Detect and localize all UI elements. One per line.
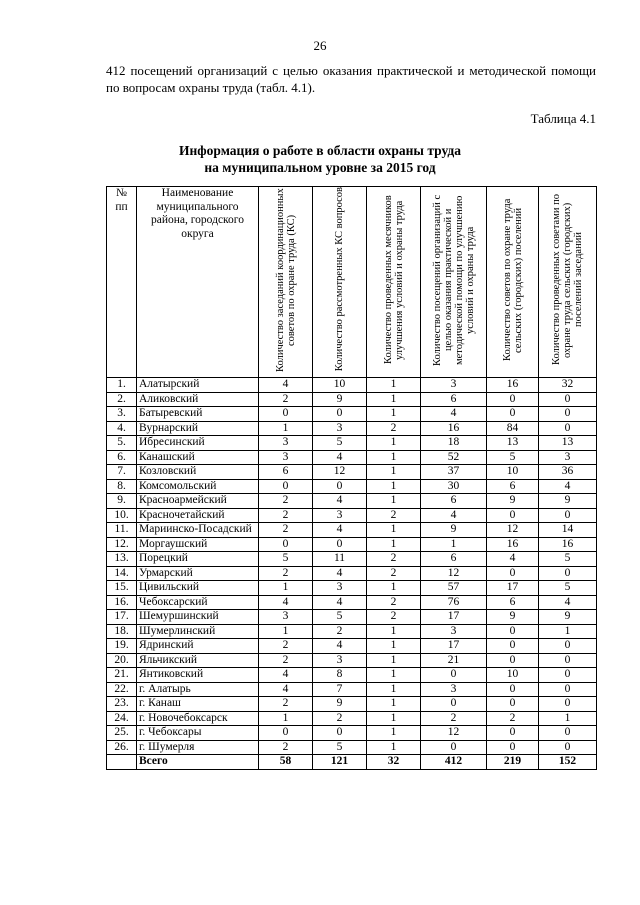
cell-value: 4	[259, 682, 313, 697]
cell-value: 1	[539, 624, 597, 639]
table-header-row	[107, 187, 597, 378]
cell-value: 12	[313, 465, 367, 480]
table-row	[107, 407, 597, 422]
cell-value: 2	[367, 610, 421, 625]
cell-value: 1	[259, 711, 313, 726]
table-row	[107, 726, 597, 741]
district-name: Батыревский	[137, 407, 259, 422]
cell-value: 1	[367, 494, 421, 509]
row-number: 2.	[107, 392, 137, 407]
cell-value: 2	[259, 697, 313, 712]
cell-value: 1	[367, 726, 421, 741]
cell-value: 2	[367, 421, 421, 436]
cell-value: 3	[313, 421, 367, 436]
cell-value: 0	[259, 537, 313, 552]
row-number: 17.	[107, 610, 137, 625]
cell-value: 9	[487, 610, 539, 625]
cell-value: 6	[421, 392, 487, 407]
total-value: 121	[313, 755, 367, 770]
cell-value: 4	[259, 595, 313, 610]
district-name: г. Шумерля	[137, 740, 259, 755]
cell-value: 1	[367, 682, 421, 697]
district-name: г. Алатырь	[137, 682, 259, 697]
district-name: Мариинско-Посадский	[137, 523, 259, 538]
cell-value: 0	[487, 639, 539, 654]
row-number: 13.	[107, 552, 137, 567]
cell-value: 10	[487, 668, 539, 683]
header-col5	[487, 187, 539, 378]
row-number: 3.	[107, 407, 137, 422]
cell-value: 1	[367, 581, 421, 596]
table-row	[107, 639, 597, 654]
district-name: Красноармейский	[137, 494, 259, 509]
cell-value: 13	[539, 436, 597, 451]
cell-value: 14	[539, 523, 597, 538]
row-number: 11.	[107, 523, 137, 538]
district-name: Порецкий	[137, 552, 259, 567]
cell-value: 0	[539, 566, 597, 581]
cell-value: 6	[487, 595, 539, 610]
cell-value: 9	[539, 494, 597, 509]
cell-value: 6	[421, 552, 487, 567]
cell-value: 1	[367, 711, 421, 726]
data-table	[106, 186, 597, 770]
cell-value: 1	[367, 392, 421, 407]
cell-value: 12	[421, 566, 487, 581]
page-number: 26	[313, 38, 327, 53]
row-number: 7.	[107, 465, 137, 480]
row-number: 4.	[107, 421, 137, 436]
cell-value: 4	[313, 450, 367, 465]
cell-value: 76	[421, 595, 487, 610]
row-number: 10.	[107, 508, 137, 523]
district-name: Чебоксарский	[137, 595, 259, 610]
cell-value: 2	[259, 392, 313, 407]
cell-value: 0	[487, 407, 539, 422]
cell-value: 0	[539, 407, 597, 422]
cell-value: 5	[259, 552, 313, 567]
cell-value: 6	[421, 494, 487, 509]
cell-value: 2	[259, 508, 313, 523]
district-name: г. Чебоксары	[137, 726, 259, 741]
cell-value: 32	[539, 378, 597, 393]
cell-value: 5	[487, 450, 539, 465]
district-name: г. Новочебоксарск	[137, 711, 259, 726]
table-row	[107, 494, 597, 509]
cell-value: 12	[421, 726, 487, 741]
table-row	[107, 436, 597, 451]
cell-value: 11	[313, 552, 367, 567]
cell-value: 9	[313, 392, 367, 407]
cell-value: 37	[421, 465, 487, 480]
total-row	[107, 755, 597, 770]
cell-value: 16	[539, 537, 597, 552]
cell-value: 1	[367, 537, 421, 552]
header-col6-text: Количество проведенных советами по охране труда сельских (городских) поселений заседаний	[551, 194, 584, 366]
cell-value: 12	[487, 523, 539, 538]
header-col5-text: Количество советов по охране труда сельских (городских) поселений	[501, 198, 524, 362]
table-row	[107, 523, 597, 538]
cell-value: 9	[539, 610, 597, 625]
district-name: Шемуршинский	[137, 610, 259, 625]
cell-value: 1	[421, 537, 487, 552]
cell-value: 52	[421, 450, 487, 465]
cell-value: 3	[421, 624, 487, 639]
cell-value: 7	[313, 682, 367, 697]
row-number: 8.	[107, 479, 137, 494]
cell-value: 0	[539, 421, 597, 436]
intro-paragraph: 412 посещений организаций с целью оказания практической и методической помощи по вопросам охраны труда (табл. 4.1).	[106, 63, 596, 95]
table-row	[107, 508, 597, 523]
cell-value: 4	[421, 508, 487, 523]
district-name: Янтиковский	[137, 668, 259, 683]
cell-value: 3	[539, 450, 597, 465]
cell-value: 0	[259, 726, 313, 741]
cell-value: 0	[487, 653, 539, 668]
cell-value: 2	[259, 740, 313, 755]
cell-value: 16	[487, 378, 539, 393]
cell-value: 57	[421, 581, 487, 596]
table-row	[107, 697, 597, 712]
cell-value: 1	[367, 624, 421, 639]
row-number: 26.	[107, 740, 137, 755]
cell-value: 4	[421, 407, 487, 422]
cell-value: 4	[313, 566, 367, 581]
total-value: 58	[259, 755, 313, 770]
row-number: 18.	[107, 624, 137, 639]
cell-value: 4	[487, 552, 539, 567]
cell-value: 3	[313, 653, 367, 668]
header-col2	[313, 187, 367, 378]
total-value: 32	[367, 755, 421, 770]
cell-value: 0	[313, 479, 367, 494]
row-number: 24.	[107, 711, 137, 726]
cell-value: 0	[313, 726, 367, 741]
table-body	[107, 378, 597, 770]
cell-value: 9	[421, 523, 487, 538]
cell-value: 1	[259, 581, 313, 596]
cell-value: 0	[487, 392, 539, 407]
header-col3	[367, 187, 421, 378]
table-row	[107, 552, 597, 567]
table-row	[107, 595, 597, 610]
cell-value: 1	[367, 407, 421, 422]
cell-value: 0	[421, 740, 487, 755]
table-row	[107, 653, 597, 668]
table-row	[107, 537, 597, 552]
cell-value: 0	[539, 639, 597, 654]
cell-value: 2	[421, 711, 487, 726]
cell-value: 2	[259, 653, 313, 668]
cell-value: 9	[313, 697, 367, 712]
cell-value: 30	[421, 479, 487, 494]
district-name: Ибресинский	[137, 436, 259, 451]
cell-value: 3	[259, 450, 313, 465]
cell-value: 1	[367, 740, 421, 755]
cell-value: 3	[421, 682, 487, 697]
table-row	[107, 740, 597, 755]
header-col4	[421, 187, 487, 378]
cell-value: 2	[367, 566, 421, 581]
row-number: 14.	[107, 566, 137, 581]
cell-value: 1	[367, 697, 421, 712]
district-name: Цивильский	[137, 581, 259, 596]
district-name: Аликовский	[137, 392, 259, 407]
cell-value: 17	[487, 581, 539, 596]
cell-value: 2	[367, 595, 421, 610]
cell-value: 3	[313, 581, 367, 596]
table-row	[107, 610, 597, 625]
table-row	[107, 450, 597, 465]
header-col3-text: Количество проведенных месячников улучшения условий и охраны труда	[382, 195, 405, 365]
table-title	[0, 142, 640, 176]
district-name: Урмарский	[137, 566, 259, 581]
cell-value: 10	[313, 378, 367, 393]
row-number: 25.	[107, 726, 137, 741]
table-row	[107, 668, 597, 683]
cell-value: 0	[487, 740, 539, 755]
cell-value: 2	[487, 711, 539, 726]
cell-value: 0	[421, 697, 487, 712]
cell-value: 1	[367, 378, 421, 393]
cell-value: 84	[487, 421, 539, 436]
cell-value: 0	[259, 407, 313, 422]
cell-value: 1	[367, 465, 421, 480]
cell-value: 1	[539, 711, 597, 726]
cell-value: 0	[487, 697, 539, 712]
header-num: № пп	[107, 187, 137, 378]
table-title-line1: Информация о работе в области охраны труда	[179, 143, 461, 158]
cell-value: 5	[313, 436, 367, 451]
table-row	[107, 581, 597, 596]
district-name: Ядринский	[137, 639, 259, 654]
row-number: 20.	[107, 653, 137, 668]
row-number: 6.	[107, 450, 137, 465]
cell-value: 2	[313, 624, 367, 639]
cell-value: 6	[487, 479, 539, 494]
cell-value: 16	[487, 537, 539, 552]
cell-value: 2	[367, 552, 421, 567]
cell-value: 1	[367, 639, 421, 654]
cell-value: 17	[421, 639, 487, 654]
cell-value: 4	[313, 639, 367, 654]
cell-value: 4	[313, 494, 367, 509]
row-number: 19.	[107, 639, 137, 654]
cell-value: 0	[539, 392, 597, 407]
header-col1	[259, 187, 313, 378]
district-name: Яльчикский	[137, 653, 259, 668]
cell-value: 3	[259, 610, 313, 625]
header-col2-text: Количество рассмотренных КС вопросов	[334, 187, 345, 372]
header-col4-text: Количество посещений организаций с целью оказания практической и методической помощи по улучшению условий и охраны труда	[431, 194, 476, 366]
district-name: Алатырский	[137, 378, 259, 393]
cell-value: 4	[539, 595, 597, 610]
cell-value: 3	[421, 378, 487, 393]
table-row	[107, 378, 597, 393]
cell-value: 10	[487, 465, 539, 480]
table-row	[107, 421, 597, 436]
row-number: 9.	[107, 494, 137, 509]
cell-value: 1	[367, 479, 421, 494]
cell-value: 0	[313, 407, 367, 422]
table-label: Таблица 4.1	[530, 111, 596, 126]
total-label: Всего	[137, 755, 259, 770]
cell-value: 6	[259, 465, 313, 480]
total-value: 152	[539, 755, 597, 770]
cell-value: 0	[539, 508, 597, 523]
cell-value: 1	[367, 436, 421, 451]
cell-value: 0	[539, 726, 597, 741]
cell-value: 13	[487, 436, 539, 451]
cell-value: 1	[367, 653, 421, 668]
district-name: Шумерлинский	[137, 624, 259, 639]
cell-value: 0	[487, 682, 539, 697]
cell-value: 2	[259, 494, 313, 509]
district-name: Вурнарский	[137, 421, 259, 436]
cell-value: 5	[539, 552, 597, 567]
row-number: 23.	[107, 697, 137, 712]
cell-value: 0	[539, 682, 597, 697]
cell-value: 4	[539, 479, 597, 494]
cell-value: 0	[487, 508, 539, 523]
cell-value: 21	[421, 653, 487, 668]
cell-value: 4	[259, 668, 313, 683]
cell-value: 0	[539, 653, 597, 668]
cell-value: 16	[421, 421, 487, 436]
header-col1-text: Количество заседаний координационных советов по охране труда (КС)	[274, 188, 297, 372]
cell-value: 3	[313, 508, 367, 523]
district-name: Канашский	[137, 450, 259, 465]
cell-value: 0	[487, 566, 539, 581]
cell-value: 8	[313, 668, 367, 683]
table-row	[107, 682, 597, 697]
cell-value: 0	[539, 697, 597, 712]
row-number: 21.	[107, 668, 137, 683]
row-number: 12.	[107, 537, 137, 552]
cell-value: 4	[313, 595, 367, 610]
cell-value: 5	[539, 581, 597, 596]
cell-value: 18	[421, 436, 487, 451]
cell-value: 0	[313, 537, 367, 552]
total-value: 412	[421, 755, 487, 770]
cell-value: 4	[313, 523, 367, 538]
row-number: 16.	[107, 595, 137, 610]
total-number-cell	[107, 755, 137, 770]
cell-value: 2	[367, 508, 421, 523]
total-value: 219	[487, 755, 539, 770]
cell-value: 5	[313, 610, 367, 625]
table-row	[107, 566, 597, 581]
header-col6	[539, 187, 597, 378]
cell-value: 9	[487, 494, 539, 509]
cell-value: 0	[487, 624, 539, 639]
cell-value: 3	[259, 436, 313, 451]
cell-value: 0	[539, 668, 597, 683]
row-number: 15.	[107, 581, 137, 596]
table-row	[107, 624, 597, 639]
row-number: 22.	[107, 682, 137, 697]
cell-value: 36	[539, 465, 597, 480]
district-name: г. Канаш	[137, 697, 259, 712]
cell-value: 17	[421, 610, 487, 625]
cell-value: 4	[259, 378, 313, 393]
cell-value: 1	[367, 450, 421, 465]
cell-value: 1	[367, 523, 421, 538]
cell-value: 1	[367, 668, 421, 683]
district-name: Комсомольский	[137, 479, 259, 494]
cell-value: 1	[259, 624, 313, 639]
cell-value: 0	[487, 726, 539, 741]
cell-value: 2	[259, 566, 313, 581]
cell-value: 2	[313, 711, 367, 726]
row-number: 1.	[107, 378, 137, 393]
cell-value: 1	[259, 421, 313, 436]
district-name: Красночетайский	[137, 508, 259, 523]
district-name: Моргаушский	[137, 537, 259, 552]
table-row	[107, 711, 597, 726]
row-number: 5.	[107, 436, 137, 451]
cell-value: 2	[259, 639, 313, 654]
cell-value: 2	[259, 523, 313, 538]
cell-value: 0	[539, 740, 597, 755]
table-row	[107, 465, 597, 480]
table-title-line2: на муниципальном уровне за 2015 год	[204, 160, 436, 175]
table-row	[107, 479, 597, 494]
cell-value: 0	[259, 479, 313, 494]
cell-value: 5	[313, 740, 367, 755]
district-name: Козловский	[137, 465, 259, 480]
table-row	[107, 392, 597, 407]
header-name: Наименование муниципального района, городского округа	[137, 187, 259, 378]
cell-value: 0	[421, 668, 487, 683]
